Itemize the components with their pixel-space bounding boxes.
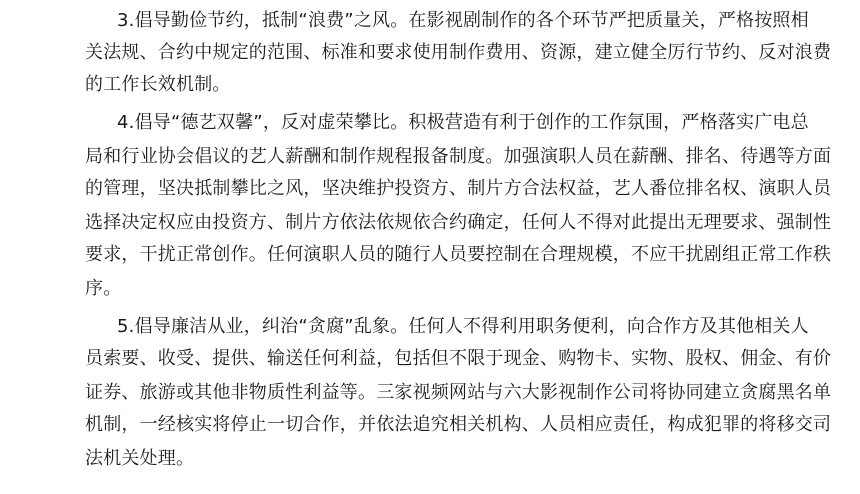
paragraph-3-line-1: 3.倡导勤俭节约，抵制“浪费”之风。在影视剧制作的各个环节严把质量关，严格按照相 (117, 10, 809, 31)
paragraph-5-line-1: 5.倡导廉洁从业，纠治“贪腐”乱象。任何人不得利用职务便利，向合作方及其他相关人 (117, 316, 809, 337)
paragraph-5-line-2: 员索要、收受、提供、输送任何利益，包括但不限于现金、购物卡、实物、股权、佣金、有价 (85, 348, 832, 369)
paragraph-3-line-2: 关法规、合约中规定的范围、标准和要求使用制作费用、资源，建立健全厉行节约、反对浪费 (85, 42, 832, 63)
paragraph-4-line-1: 4.倡导“德艺双馨”，反对虚荣攀比。积极营造有利于创作的工作氛围，严格落实广电总 (117, 112, 809, 133)
paragraph-4-line-2: 局和行业协会倡议的艺人薪酬和制作规程报备制度。加强演职人员在薪酬、排名、待遇等方面 (85, 146, 832, 167)
paragraph-4-line-4: 选择决定权应由投资方、制片方依法依规依合约确定，任何人不得对此提出无理要求、强制性 (85, 212, 832, 233)
paragraph-5-line-5: 法机关处理。 (85, 448, 195, 469)
paragraph-3-line-3: 的工作长效机制。 (85, 74, 231, 95)
paragraph-5-line-4: 机制，一经核实将停止一切合作，并依法追究相关机构、人员相应责任，构成犯罪的将移交司 (85, 414, 832, 435)
paragraph-4-line-3: 的管理，坚决抵制攀比之风，坚决维护投资方、制片方合法权益，艺人番位排名权、演职人员 (85, 178, 832, 199)
paragraph-4-line-5: 要求，干扰正常创作。任何演职人员的随行人员要控制在合理规模，不应干扰剧组正常工作秩 (85, 244, 832, 265)
paragraph-5-line-3: 证券、旅游或其他非物质性利益等。三家视频网站与六大影视制作公司将协同建立贪腐黑名单 (85, 382, 832, 403)
paragraph-4-line-6: 序。 (85, 278, 122, 299)
